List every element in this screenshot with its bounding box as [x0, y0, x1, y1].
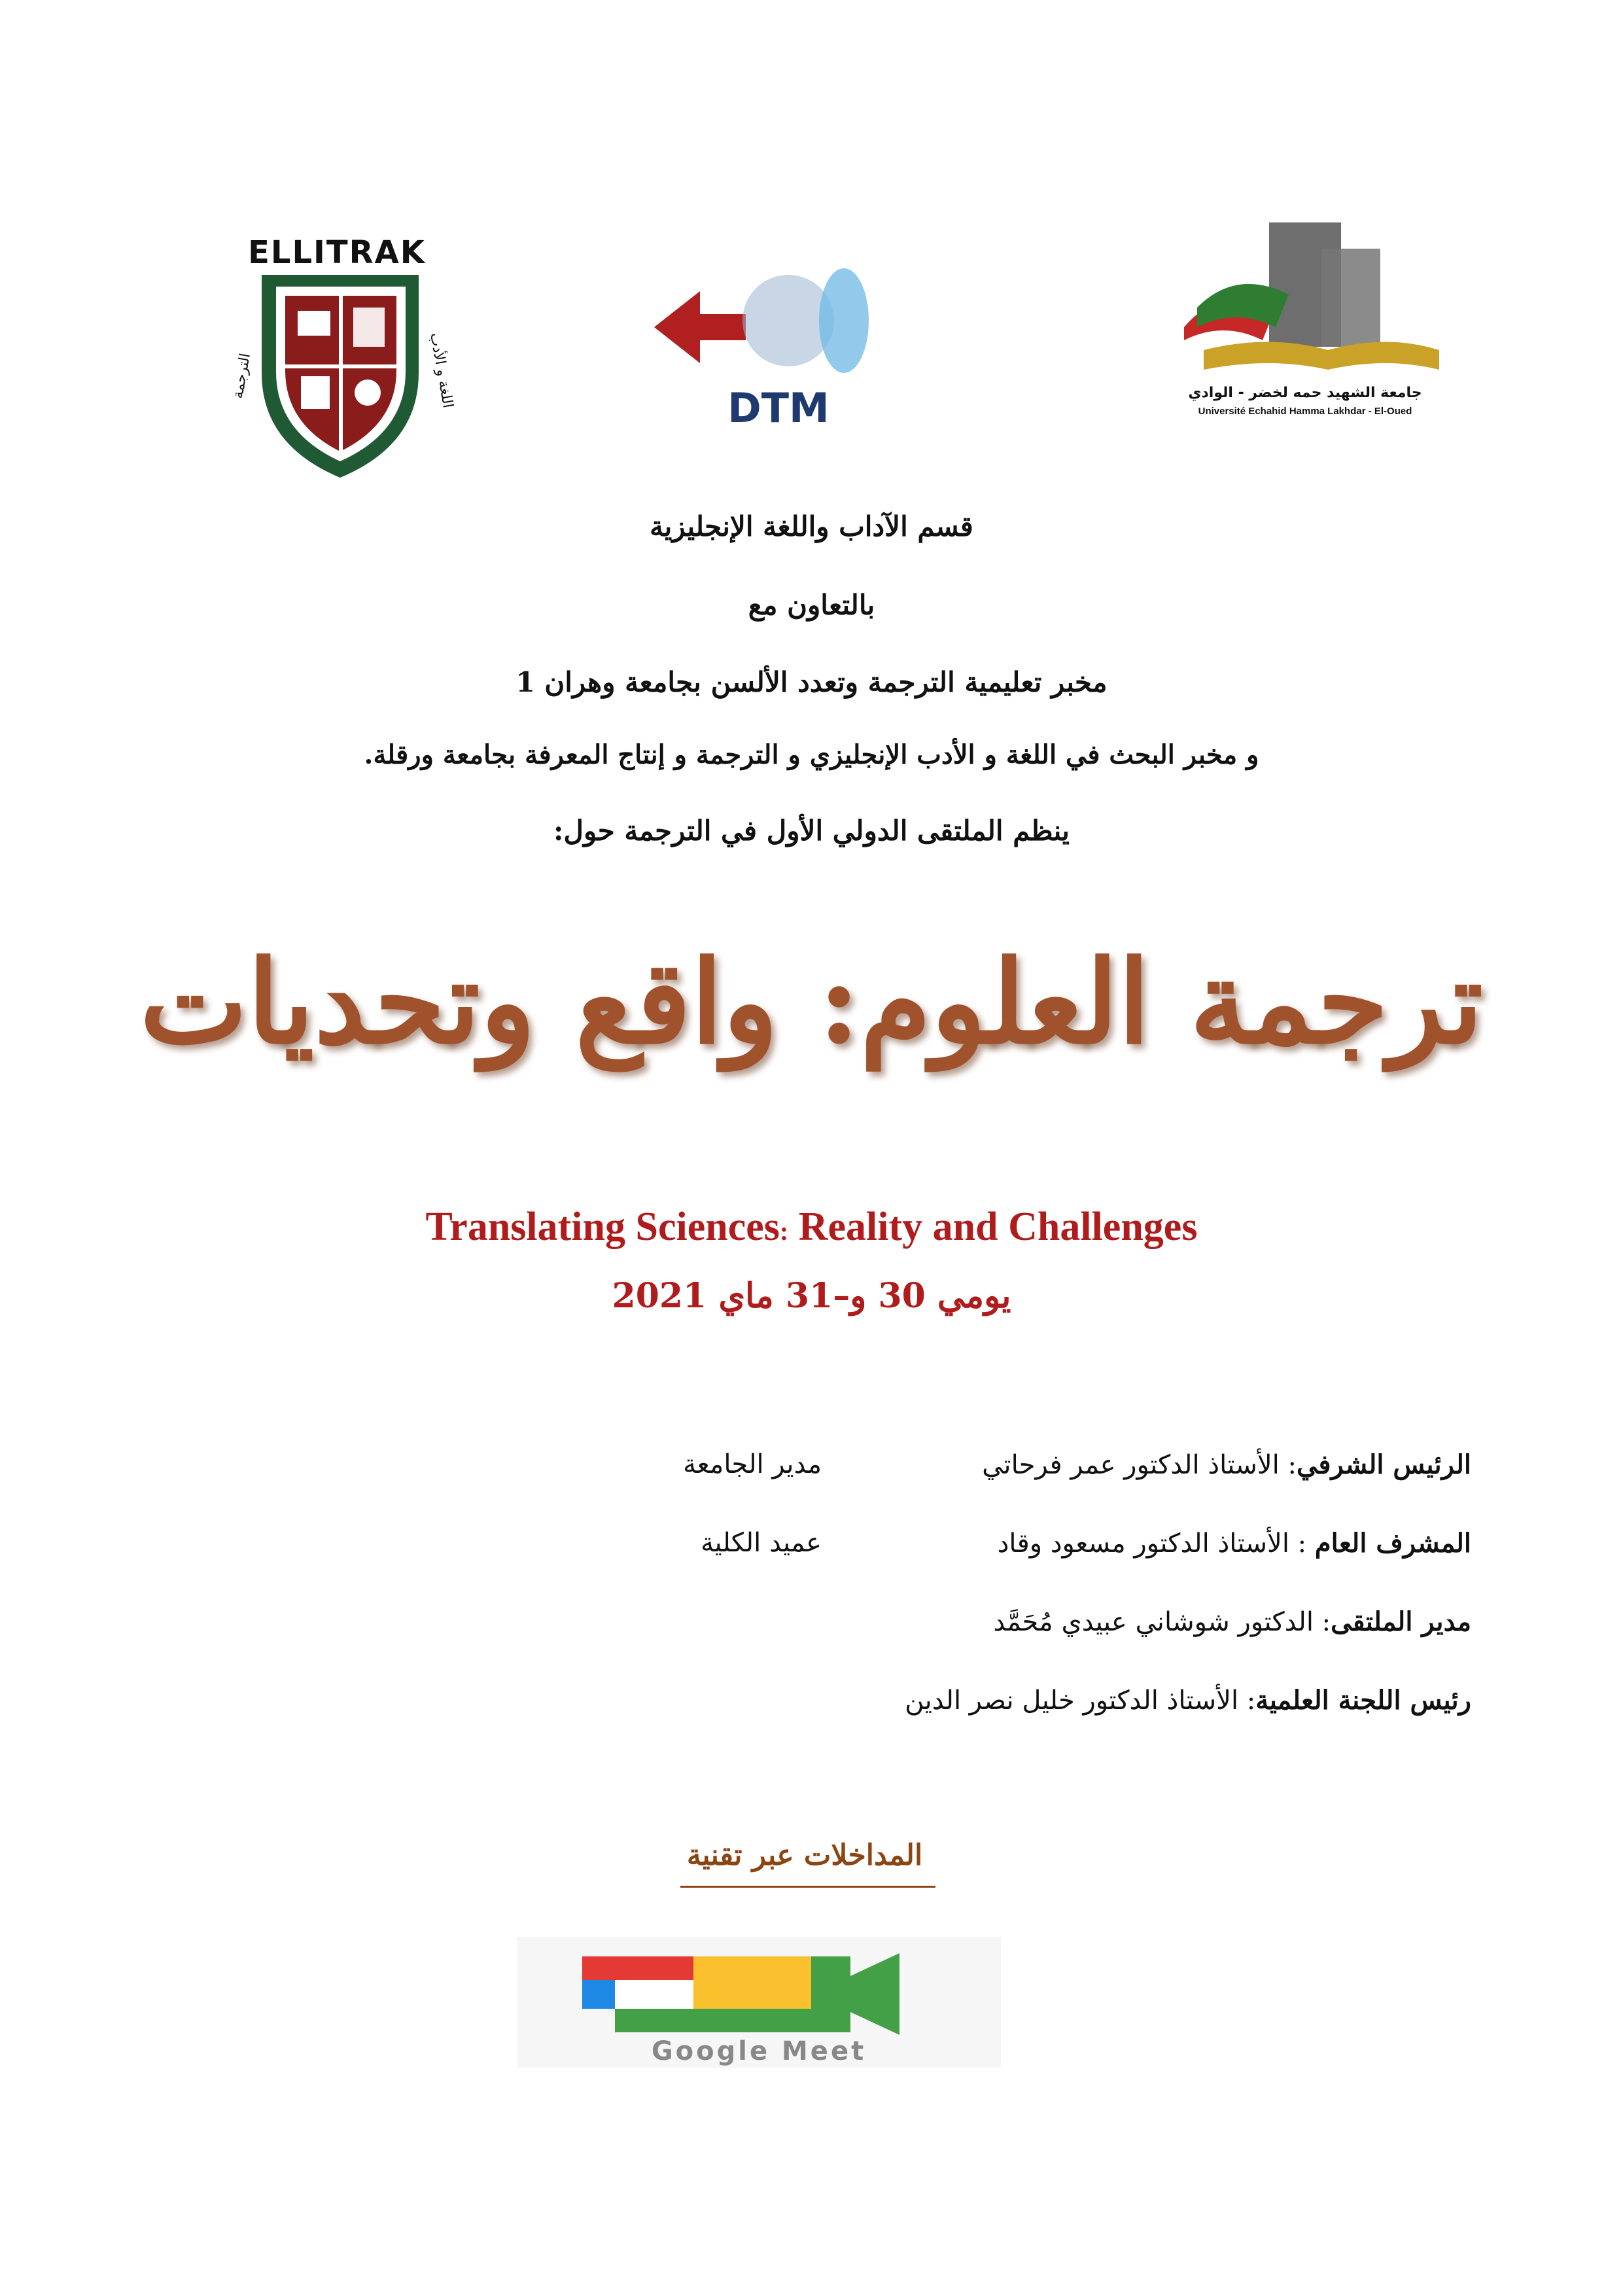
svg-text:الترجمة: الترجمة [230, 352, 254, 400]
cooperation-line: بالتعاون مع [748, 589, 875, 621]
organizes-line: ينظم الملتقى الدولي الأول في الترجمة حول: [553, 815, 1070, 847]
department-line: قسم الآداب واللغة الإنجليزية [650, 510, 973, 542]
ellitrak-shield-icon [222, 234, 456, 484]
committee-role: مدير الجامعة [683, 1449, 822, 1479]
dtm-logo-text: DTM [727, 384, 829, 432]
lab-ouargla-line: و مخبر البحث في اللغة و الأدب الإنجليزي و الترجمة و إنتاج المعرفة بجامعة ورقلة. [364, 739, 1259, 770]
title-english-part2: Reality and Challenges [788, 1205, 1198, 1249]
committee-key: الرئيس الشرفي [1296, 1449, 1471, 1480]
via-underline [680, 1886, 935, 1888]
university-logo [1164, 209, 1446, 432]
title-arabic: ترجمة العلوم: واقع وتحديات [139, 936, 1484, 1070]
committee-key: مدير الملتقى [1331, 1606, 1471, 1637]
committee-row-director [993, 1606, 1471, 1637]
google-meet-logo [517, 1937, 1001, 2068]
svg-text:ELLITRAK: ELLITRAK [248, 234, 426, 271]
committee-row-honorary [982, 1449, 1471, 1480]
dtm-logo [641, 255, 916, 445]
svg-text:اللغة و الأدب: اللغة و الأدب [427, 331, 456, 410]
committee-value: : الأستاذ الدكتور عمر فرحاتي [982, 1450, 1297, 1480]
event-date: يومي 30 و–31 ماي 2021 [612, 1276, 1011, 1316]
title-english-colon: : [779, 1216, 789, 1246]
committee-row-supervisor [998, 1528, 1471, 1559]
committee-value: : الأستاذ الدكتور خليل نصر الدين [905, 1686, 1256, 1716]
via-label: المداخلات عبر تقنية [686, 1839, 923, 1872]
committee-key: رئيس اللجنة العلمية [1255, 1685, 1471, 1716]
committee-value: : الدكتور شوشاني عبيدي مُحَمَّد [993, 1607, 1331, 1637]
university-name-fr: Université Echahid Hamma Lakhdar - El-Oued [1198, 406, 1412, 417]
committee-row-scientific [905, 1685, 1471, 1716]
google-meet-icon [517, 1937, 1001, 2068]
title-english-part1: Translating Sciences [425, 1205, 780, 1249]
dtm-arrow-icon [641, 255, 916, 445]
university-name-ar: جامعة الشهيد حمه لخضر - الوادي [1188, 385, 1422, 401]
lab-oran-line: مخبر تعليمية الترجمة وتعدد الألسن بجامعة وهران 1 [515, 666, 1108, 698]
google-meet-text: Google Meet [651, 2036, 867, 2066]
committee-key: المشرف العام [1314, 1528, 1471, 1559]
committee-value: : الأستاذ الدكتور مسعود وقاد [997, 1528, 1315, 1559]
committee-role: عميد الكلية [701, 1528, 822, 1558]
ellitrak-logo [222, 234, 456, 484]
title-english [0, 1204, 1623, 1250]
